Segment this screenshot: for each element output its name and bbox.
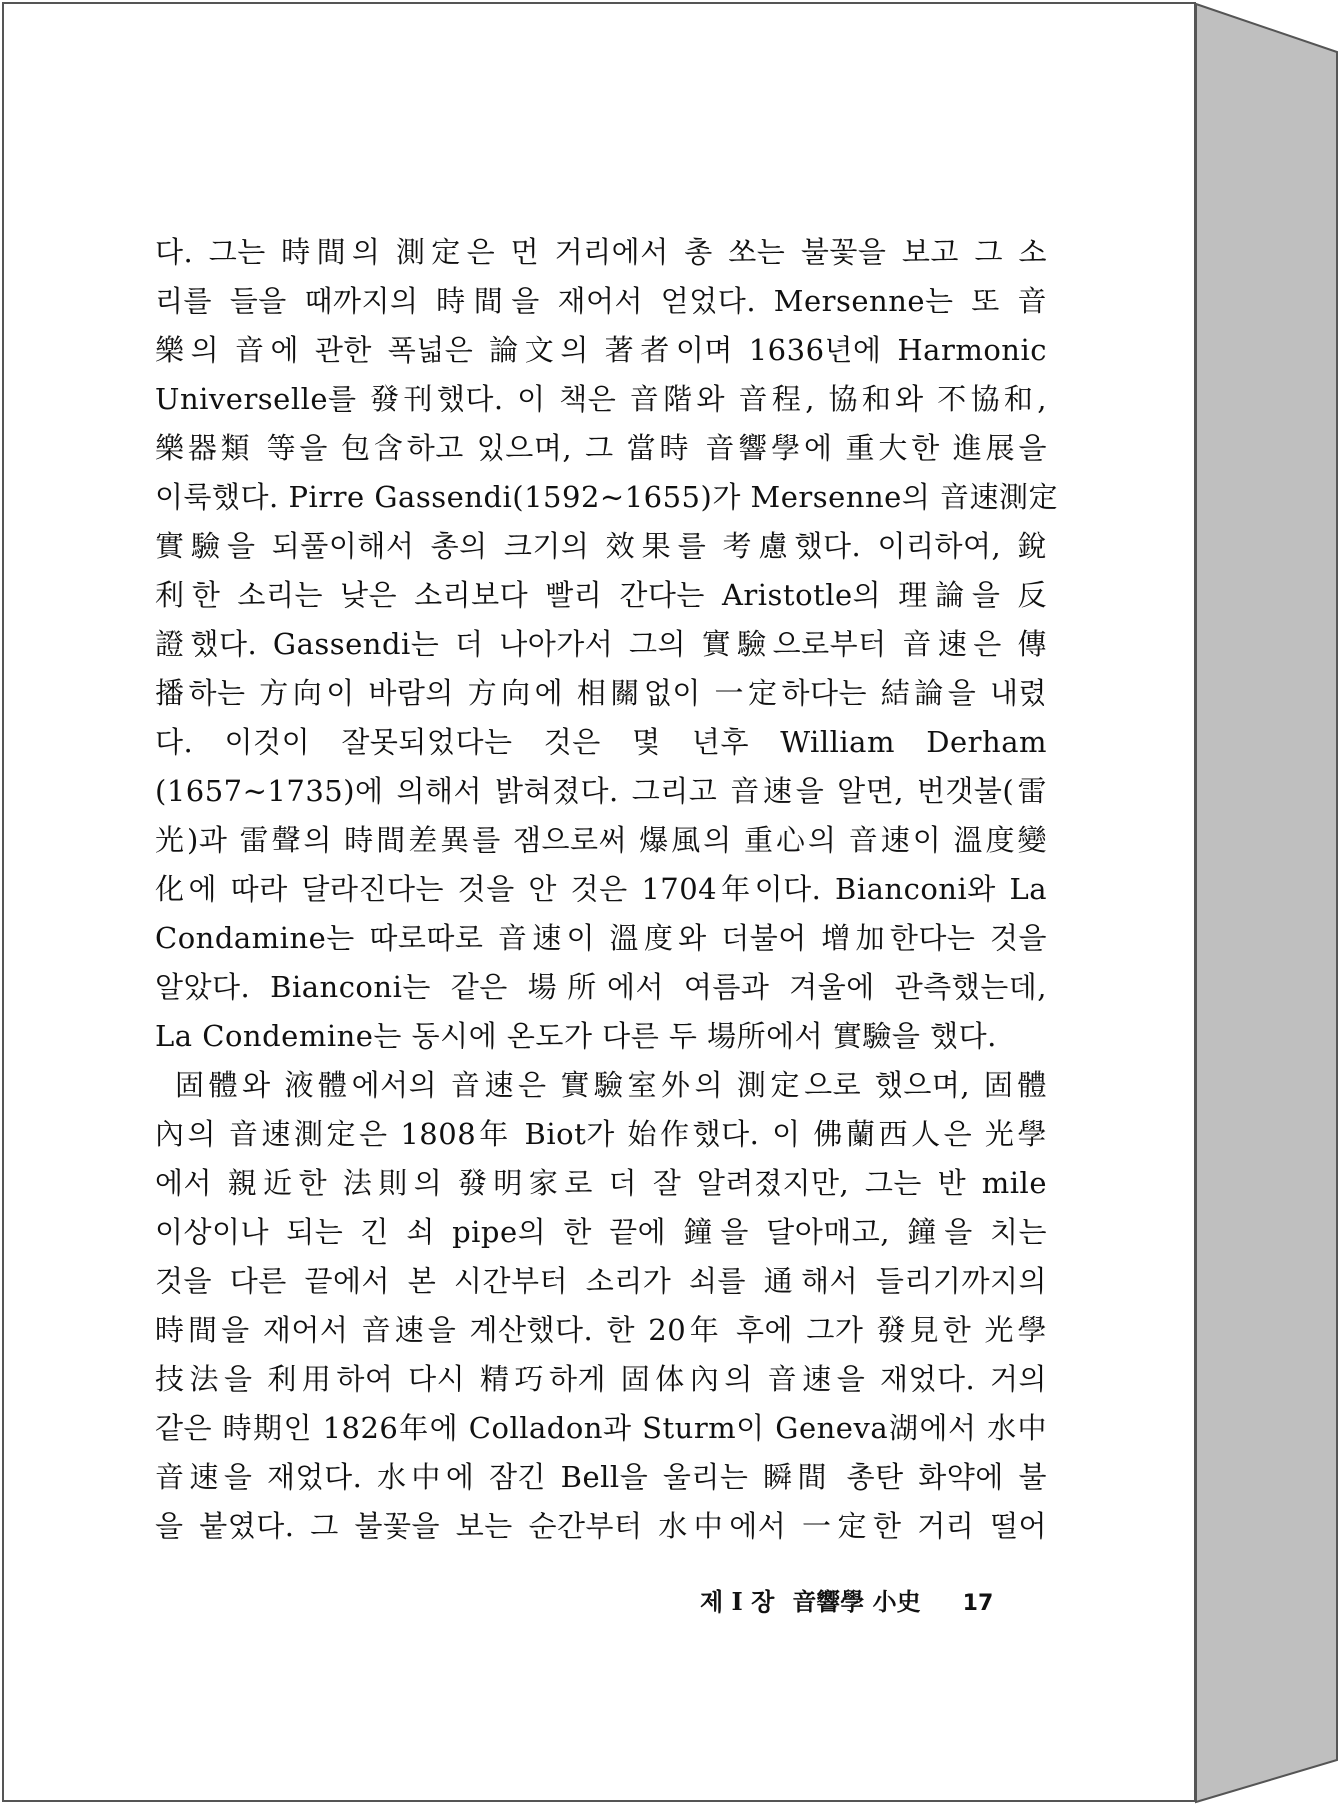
- text-line: 다. 이것이 잘못되었다는 것은 몇 년후 William Derham: [155, 725, 1047, 759]
- text-line: 音速을 재었다. 水中에 잠긴 Bell을 울리는 瞬間 총탄 화약에 불: [155, 1460, 1047, 1494]
- text-line: 이룩했다. Pirre Gassendi(1592∼1655)가 Mersenne의 音速測定: [155, 480, 1059, 514]
- text-line: Universelle를 發刊했다. 이 책은 音階와 音程, 協和와 不協和,: [155, 382, 1047, 416]
- chapter-title: 音響學 小史: [792, 1587, 921, 1616]
- text-line: 을 붙였다. 그 불꽃을 보는 순간부터 水中에서 一定한 거리 떨어: [155, 1509, 1047, 1543]
- text-line: 實驗을 되풀이해서 총의 크기의 效果를 考慮했다. 이리하여, 銳: [155, 529, 1047, 563]
- text-line: 이상이나 되는 긴 쇠 pipe의 한 끝에 鐘을 달아매고, 鐘을 치는: [155, 1215, 1047, 1249]
- text-line: 內의 音速測定은 1808年 Biot가 始作했다. 이 佛蘭西人은 光學: [155, 1117, 1047, 1151]
- page-footer: [700, 1582, 1020, 1617]
- text-line: 時間을 재어서 音速을 계산했다. 한 20年 후에 그가 發見한 光學: [155, 1313, 1047, 1347]
- text-line: 光)과 雷聲의 時間差異를 잼으로써 爆風의 重心의 音速이 溫度變: [155, 823, 1047, 857]
- text-line: 것을 다른 끝에서 본 시간부터 소리가 쇠를 通해서 들리기까지의: [155, 1264, 1047, 1298]
- page-number: 17: [962, 1591, 994, 1616]
- text-line: 樂의 音에 관한 폭넓은 論文의 著者이며 1636년에 Harmonic: [155, 333, 1047, 367]
- text-line: 樂器類 等을 包含하고 있으며, 그 當時 音響學에 重大한 進展을: [155, 431, 1047, 465]
- text-line: 播하는 方向이 바람의 方向에 相關없이 一定하다는 結論을 내렸: [155, 676, 1047, 710]
- text-line: 에서 親近한 法則의 發明家로 더 잘 알려졌지만, 그는 반 mile: [155, 1166, 1047, 1200]
- chapter-label: 제 I 장: [700, 1587, 775, 1616]
- text-line: La Condemine는 동시에 온도가 다른 두 場所에서 實驗을 했다.: [155, 1019, 997, 1053]
- text-line: (1657∼1735)에 의해서 밝혀졌다. 그리고 音速을 알면, 번갯불(雷: [155, 774, 1047, 808]
- text-line: 利한 소리는 낮은 소리보다 빨리 간다는 Aristotle의 理論을 反: [155, 578, 1047, 612]
- text-line: 化에 따라 달라진다는 것을 안 것은 1704年이다. Bianconi와 La: [155, 872, 1047, 906]
- body-text: [155, 228, 1059, 1551]
- text-line: 같은 時期인 1826年에 Colladon과 Sturm이 Geneva湖에서 水中: [155, 1411, 1047, 1445]
- text-line: 다. 그는 時間의 測定은 먼 거리에서 총 쏘는 불꽃을 보고 그 소: [155, 235, 1047, 269]
- text-line: 리를 들을 때까지의 時間을 재어서 얻었다. Mersenne는 또 音: [155, 284, 1047, 318]
- text-line: 固體와 液體에서의 音速은 實驗室外의 測定으로 했으며, 固體: [175, 1068, 1047, 1102]
- text-line: Condamine는 따로따로 音速이 溫度와 더불어 增加한다는 것을: [155, 921, 1047, 955]
- text-line: 알았다. Bianconi는 같은 場所에서 여름과 겨울에 관측했는데,: [155, 970, 1047, 1004]
- text-line: 技法을 利用하여 다시 精巧하게 固体內의 音速을 재었다. 거의: [155, 1362, 1047, 1396]
- text-line: 證했다. Gassendi는 더 나아가서 그의 實驗으로부터 音速은 傳: [155, 627, 1047, 661]
